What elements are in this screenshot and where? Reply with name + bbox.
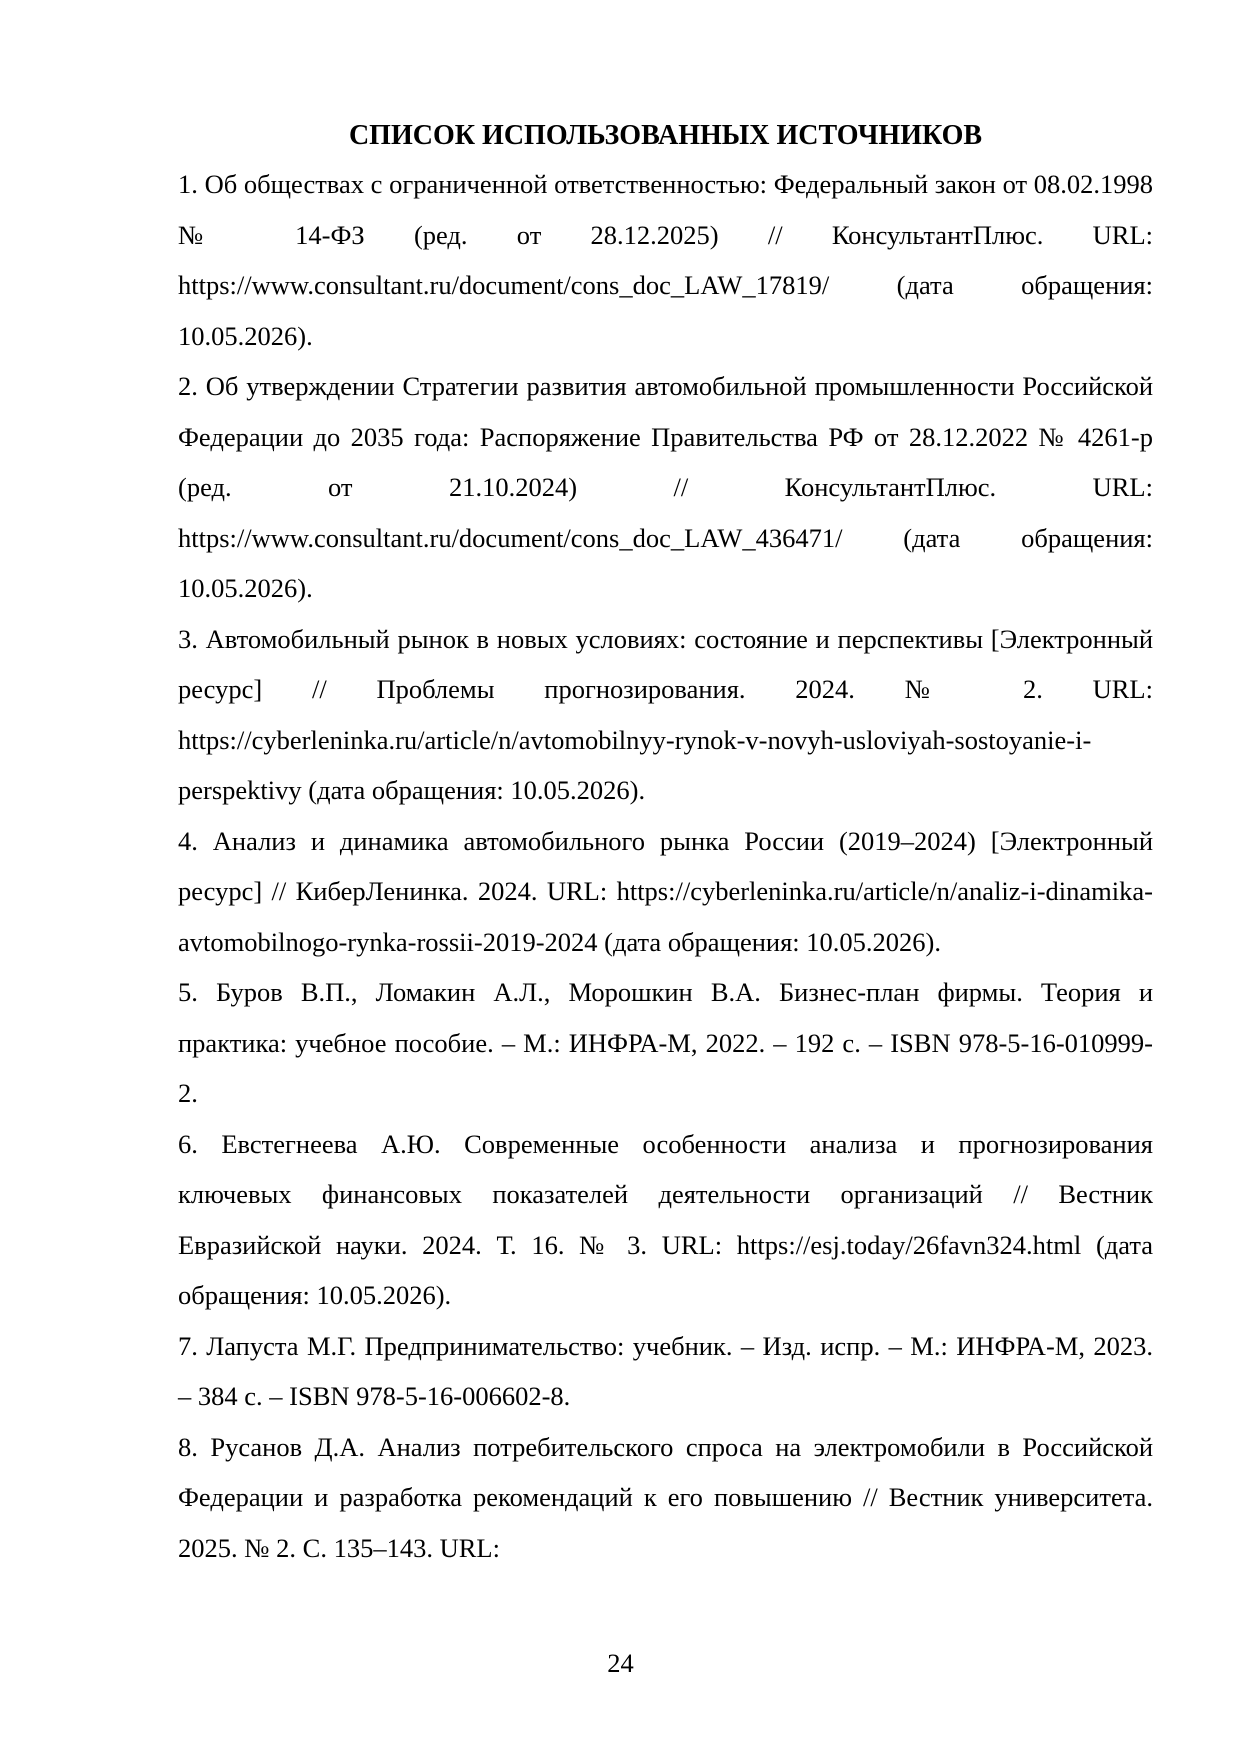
reference-text: Об обществах с ограниченной ответственностью: Федеральный закон от 08.02.1998 № 14-ФЗ (ред. от 28.12.2025) // КонсультантПлюс. URL: https://www.consultant.ru/document/cons_doc_LAW_17819/ (дата обращения: 10.05.2026). bbox=[178, 169, 1154, 351]
reference-item bbox=[178, 361, 1153, 614]
reference-item bbox=[178, 614, 1153, 816]
reference-number: 4. bbox=[178, 825, 198, 856]
reference-text: Евстегнеева А.Ю. Современные особенности анализа и прогнозирования ключевых финансовых показателей деятельности организаций // Вестник Евразийской науки. 2024. Т. 16. № 3. URL: https://esj.today/26favn324.html (дата обращения: 10.05.2026). bbox=[178, 1128, 1154, 1310]
reference-number: 6. bbox=[178, 1128, 198, 1159]
reference-text: Анализ и динамика автомобильного рынка России (2019–2024) [Электронный ресурс] // КиберЛенинка. 2024. URL: https://cyberleninka.ru/article/n/analiz-i-dinamika-avtomobilnogo-rynka-rossii-2019-2024 (дата обращения: 10.05.2026). bbox=[178, 825, 1153, 957]
page-number: 24 bbox=[607, 1648, 634, 1678]
reference-number: 5. bbox=[178, 977, 198, 1007]
reference-item bbox=[178, 816, 1153, 968]
page-title: СПИСОК ИСПОЛЬЗОВАННЫХ ИСТОЧНИКОВ bbox=[348, 120, 983, 151]
reference-item bbox=[178, 159, 1153, 361]
reference-text: Автомобильный рынок в новых условиях: состояние и перспективы [Электронный ресурс] // Проблемы прогнозирования. 2024. № 2. URL: https://cyberleninka.ru/article/n/avtomobilnyy-rynok-v-novyh-usloviyah-sostoyanie-i-perspektivy (дата обращения: 10.05.2026). bbox=[178, 623, 1154, 805]
reference-item bbox=[178, 1119, 1153, 1321]
reference-number: 8. bbox=[178, 1431, 198, 1462]
reference-item bbox=[178, 967, 1153, 1119]
reference-text: Русанов Д.А. Анализ потребительского спроса на электромобили в Российской Федерации и разработка рекомендаций к его повышению // Вестник университета. 2025. № 2. С. 135–143. URL: bbox=[178, 1431, 1154, 1563]
reference-number: 1. bbox=[178, 169, 198, 199]
reference-list bbox=[178, 159, 1153, 1573]
reference-item bbox=[178, 1321, 1153, 1422]
reference-text: Об утверждении Стратегии развития автомобильной промышленности Российской Федерации до 2035 года: Распоряжение Правительства РФ от 28.12.2022 № 4261-р (ред. от 21.10.2024) // КонсультантПлюс. URL: https://www.consultant.ru/document/cons_doc_LAW_436471/ (дата обращения: 10.05.2026). bbox=[178, 371, 1153, 603]
reference-text: Лапуста М.Г. Предпринимательство: учебник. – Изд. испр. – М.: ИНФРА-М, 2023. – 384 с. – ISBN 978-5-16-006602-8. bbox=[178, 1330, 1154, 1411]
reference-number: 3. bbox=[178, 623, 198, 654]
reference-number: 7. bbox=[178, 1330, 198, 1361]
reference-number: 2. bbox=[178, 371, 198, 401]
reference-text: Буров В.П., Ломакин А.Л., Морошкин В.А. Бизнес-план фирмы. Теория и практика: учебное пособие. – М.: ИНФРА-М, 2022. – 192 с. – ISBN 978-5-16-010999-2. bbox=[178, 977, 1154, 1108]
reference-item bbox=[178, 1422, 1153, 1574]
